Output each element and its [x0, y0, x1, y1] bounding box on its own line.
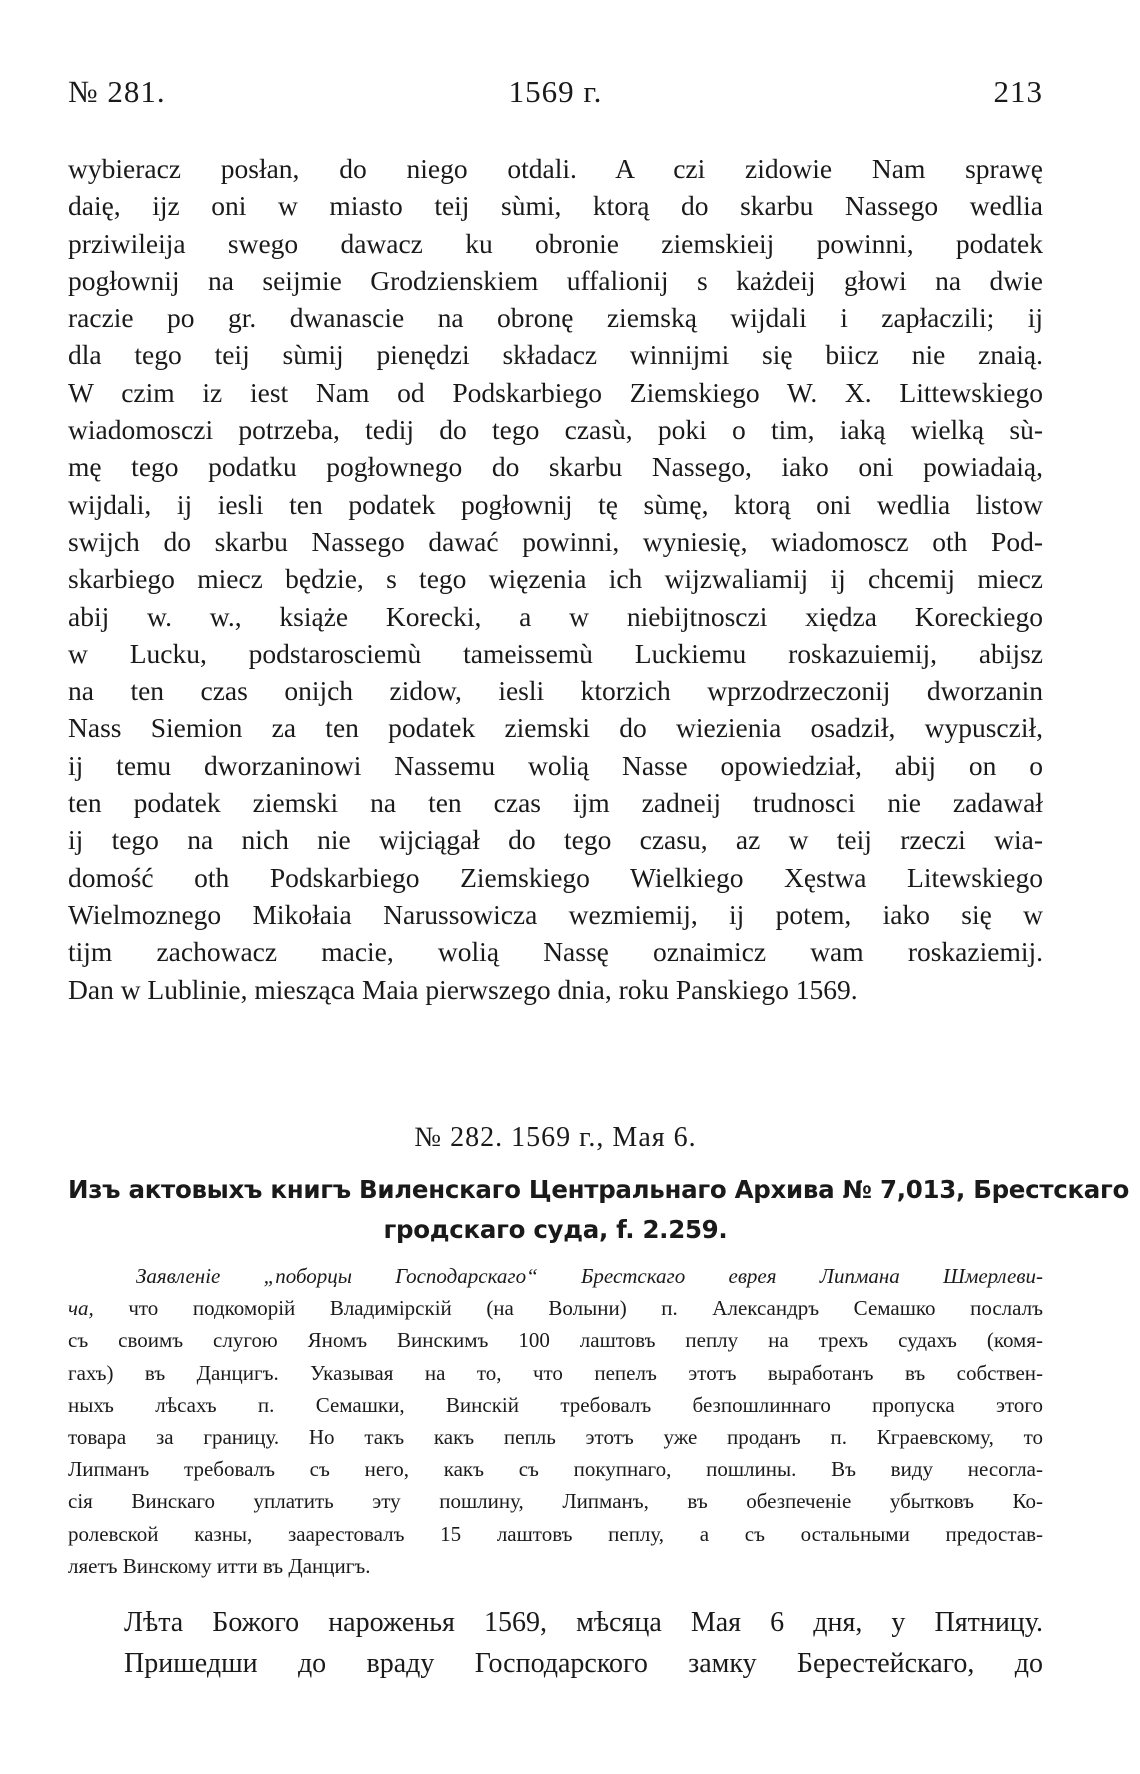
summary-line: Липманъ требовалъ съ него, какъ съ покупнаго, пошлины. Въ виду несогла- — [68, 1457, 1043, 1482]
document-opening-text — [68, 1602, 1043, 1684]
document-year: 1569 г. — [508, 74, 603, 109]
document-page — [68, 0, 1130, 1774]
page-header — [68, 74, 1043, 114]
source-reference — [68, 1170, 1130, 1250]
summary-line — [68, 1260, 1043, 1292]
summary-line — [68, 1292, 1043, 1324]
body-line: daię, ijz oni w miasto teij sùmi, ktorą do skarbu Nassego wedlia — [68, 190, 1043, 222]
body-line: skarbiego miecz będzie, s tego więzenia ich wijzwaliamij ij chcemij miecz — [68, 563, 1043, 595]
body-line: w Lucku, podstarosciemù tameissemù Luckiemu roskazuiemij, abijsz — [68, 637, 1043, 669]
body-line: Wielmoznego Mikołaia Narussowicza wezmiemij, ij potem, iako się w — [68, 898, 1043, 930]
body-line: domość oth Podskarbiego Ziemskiego Wielkiego Xęstwa Litewskiego — [68, 861, 1043, 893]
source-line: гродскаго суда, f. 2.259. — [383, 1215, 728, 1244]
body-line: na ten czas onijch zidow, iesli ktorzich wprzodrzeczonij dworzanin — [68, 675, 1043, 707]
body-line: pogłownij na seijmie Grodzienskiem uffalionij s każdeij głowi na dwie — [68, 264, 1043, 296]
summary-line: съ своимъ слугою Яномъ Винскимъ 100 лаштовъ пеплу на трехъ судахъ (комя- — [68, 1328, 1043, 1353]
body-line: wijdali, ij iesli ten podatek pogłownij tę sùmę, ktorą oni wedlia listow — [68, 488, 1043, 520]
summary-text: что подкоморій Владимірскій (на Волыни) п. Александръ Семашко послалъ — [93, 1296, 1043, 1321]
body-line: wiadomosczi potrzeba, tedij do tego czasù, poki o tim, iaką wielką sù- — [68, 414, 1043, 446]
summary-line: товара за границу. Но такъ какъ пепль этотъ уже проданъ п. Кграевскому, то — [68, 1424, 1043, 1449]
body-line: wybieracz posłan, do niego otdali. A czi zidowie Nam sprawę — [68, 153, 1043, 184]
body-line: ij tego na nich nie wijciągał do tego czasu, az w teij rzeczi wia- — [68, 824, 1043, 856]
body-line: mę tego podatku pogłownego do skarbu Nassego, iako oni powiadaią, — [68, 451, 1043, 483]
body-line: W czim iz iest Nam od Podskarbiego Ziemskiego W. X. Littewskiego — [68, 376, 1043, 408]
body-text — [68, 150, 1043, 1008]
summary-line: ляетъ Винскому итти въ Данцигъ. — [68, 1553, 371, 1578]
body-line: Nass Siemion za ten podatek ziemski do wiezienia osadził, wypuscził, — [68, 712, 1043, 744]
body-line: ij temu dworzaninowi Nassemu wolią Nasse opowiedział, abij on o — [68, 749, 1043, 781]
summary-line: ролевской казны, заарестовалъ 15 лаштовъ пеплу, а съ остальными предостав- — [68, 1521, 1043, 1546]
document-summary — [68, 1260, 1043, 1582]
body-line: tijm zachowacz macie, wolią Nassę oznaimicz wam roskaziemij. — [68, 936, 1043, 968]
opening-line: Пришедши до враду Господарского замку Берестейскаго, до — [124, 1648, 1043, 1679]
body-line: ten podatek ziemski na ten czas ijm zadneij trudnosci nie zadawał — [68, 787, 1043, 819]
body-line: prziwileija swego dawacz ku obronie ziemskieij powinni, podatek — [68, 227, 1043, 259]
summary-italic: ча, — [68, 1296, 94, 1321]
summary-line: гахъ) въ Данцигъ. Указывая на то, что пепелъ этотъ выработанъ въ собствен- — [68, 1360, 1043, 1385]
body-line: dla tego teij sùmij pienędzi składacz winnijmi się biicz nie znaią. — [68, 339, 1043, 371]
page-number: 213 — [993, 74, 1043, 109]
source-line: Изъ актовыхъ книгъ Виленскаго Центральнаго Архива № 7,013, Брестскаго — [68, 1175, 1130, 1204]
document-number: № 281. — [68, 74, 166, 109]
body-line: swijch do skarbu Nassego dawać powinni, wyniesię, wiadomoscz oth Pod- — [68, 525, 1043, 557]
body-line: raczie po gr. dwanascie na obronę ziemską wijdali i zapłaczili; ij — [68, 302, 1043, 334]
opening-line: Лѣта Божого нароженья 1569, мѣсяца Мая 6 дня, у Пятницу. — [124, 1607, 1043, 1638]
summary-line: ныхъ лѣсахъ п. Семашки, Винскій требовалъ безпошлиннаго пропуска этого — [68, 1392, 1043, 1417]
body-line: Dan w Lublinie, miesząca Maia pierwszego dnia, roku Panskiego 1569. — [68, 973, 858, 1005]
next-document-title: № 282. 1569 г., Мая 6. — [414, 1122, 697, 1153]
body-line: abij w. w., książe Korecki, a w niebijtnosczi xiędza Koreckiego — [68, 600, 1043, 632]
summary-line: сія Винскаго уплатить эту пошлину, Липманъ, въ обезпеченіе убытковъ Ко- — [68, 1489, 1043, 1514]
summary-italic: Заявленіе „поборцы Господарскаго“ Брестскаго еврея Липмана Шмерлеви- — [136, 1264, 1043, 1288]
